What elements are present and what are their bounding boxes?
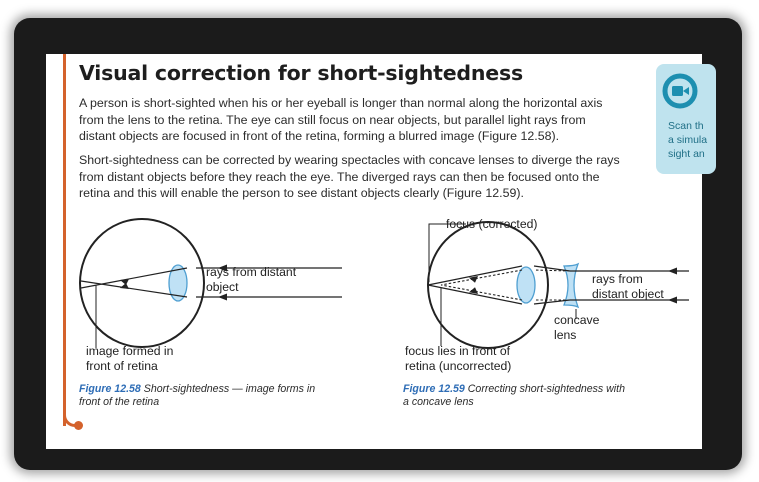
fig2-focus-label-line2: retina (uncorrected) <box>405 359 512 373</box>
figure-12-58-diagram <box>80 219 342 373</box>
ray-arrowhead <box>668 268 677 275</box>
fig1-image-label-line2: front of retina <box>86 359 158 373</box>
caption-number: Figure 12.59 <box>403 383 465 395</box>
paragraph-1: A person is short-sighted when his or her eyeball is longer than normal along the horizontal axis from the lens to the retina. The eye can still focus on near objects, but parallel light rays from distant objects are focused in front of the retina, forming a blurred image (Figure 12.58). <box>79 96 603 143</box>
fig2-focus-label-line1: focus lies in front of <box>405 344 510 358</box>
corrected-focus-pointer <box>429 224 466 282</box>
uncorrected-converging-bottom <box>441 285 522 300</box>
page-title: Visual correction for short-sightedness <box>79 61 524 85</box>
caption-number: Figure 12.58 <box>79 383 141 395</box>
fig2-lens-label-line2: lens <box>554 328 577 342</box>
refracted-arrowhead <box>120 279 129 285</box>
fig2-rays-label-line2: distant object <box>592 287 664 301</box>
eye-lens <box>517 267 535 303</box>
figure-12-58-caption <box>79 383 329 409</box>
caption-text: Correcting short-sightedness with a concave lens <box>403 383 625 408</box>
fig1-image-label-line1: image formed in <box>86 344 174 358</box>
side-panel-line: a simula <box>668 134 708 146</box>
fig2-lens-label-line1: concave <box>554 313 600 327</box>
side-panel-line: sight an <box>668 148 705 160</box>
side-panel-line: Scan th <box>668 120 704 132</box>
caption-text: Short-sightedness — image forms in front of the retina <box>79 383 316 408</box>
uncorrected-converging-top <box>441 270 522 285</box>
fig2-focus-corrected-label: focus (corrected) <box>446 217 538 231</box>
figure-12-59-caption <box>403 383 628 409</box>
fig1-rays-label-line1: rays from distant <box>206 265 297 279</box>
fig2-rays-label-line1: rays from <box>592 272 643 286</box>
textbook-page <box>46 54 708 449</box>
figure-12-59-diagram <box>405 217 689 373</box>
ray-arrowhead <box>668 297 677 304</box>
paragraph-2: Short-sightedness can be corrected by wearing spectacles with concave lenses to diverge the rays from distant objects before they reach the eye. The diverged rays can then be focused onto the retina and this will enable the person to see distant objects clearly (Figure 12.59). <box>79 153 620 200</box>
refracted-arrowhead <box>120 283 129 289</box>
fig1-rays-label-line2: object <box>206 280 239 294</box>
ray-arrowhead <box>218 294 227 301</box>
